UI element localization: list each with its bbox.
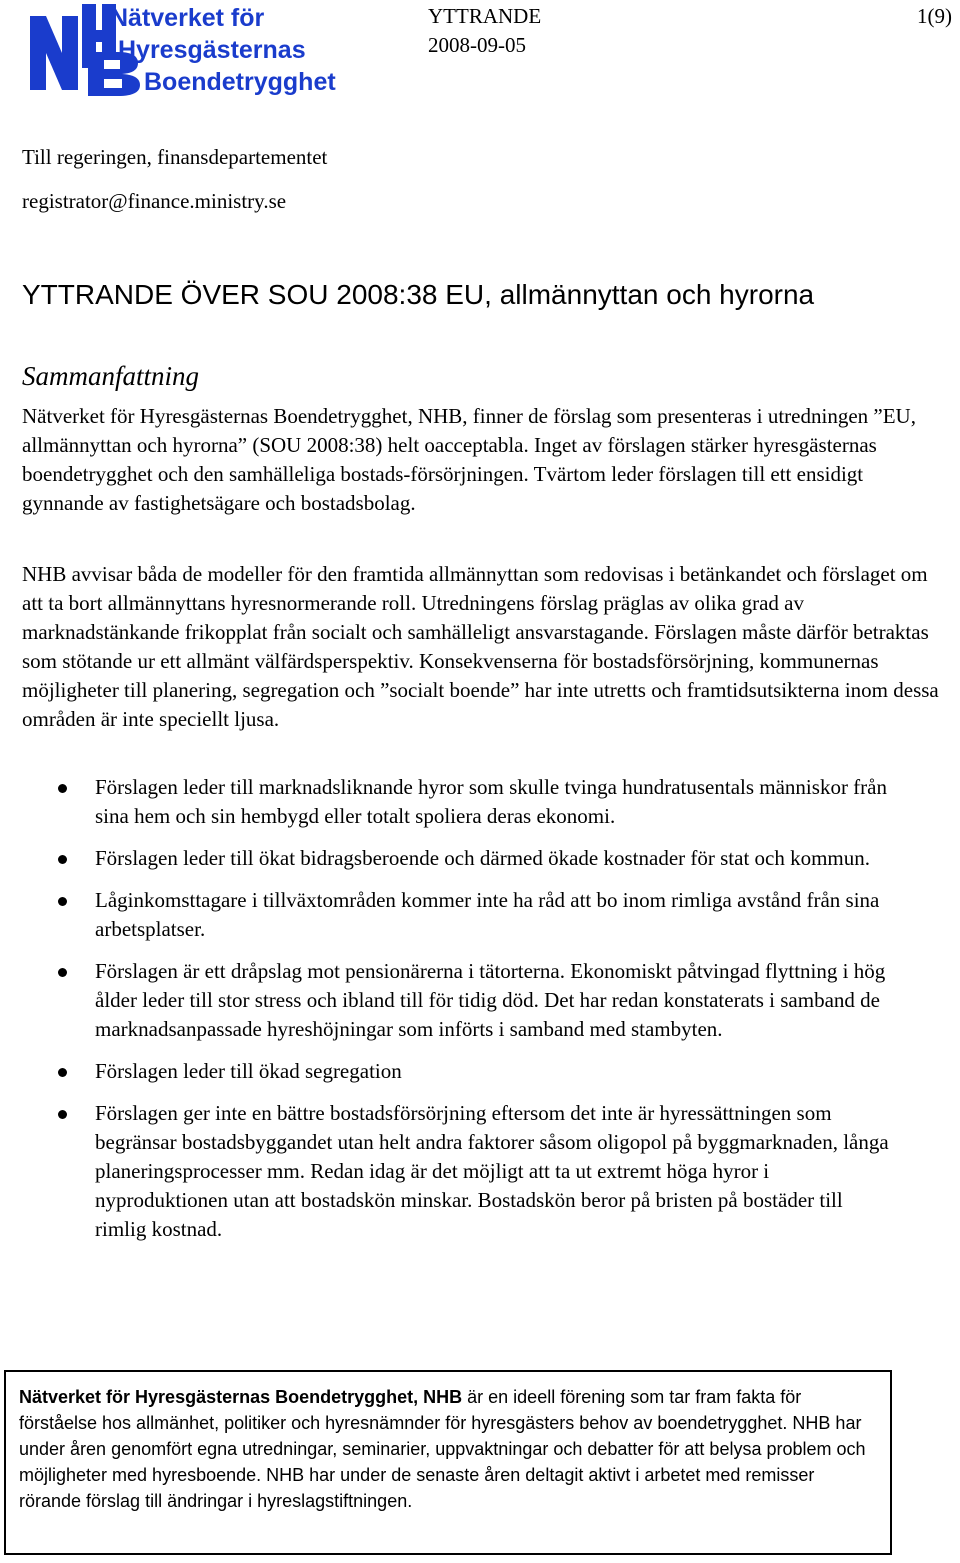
recipient-line-1: Till regeringen, finansdepartementet bbox=[22, 145, 328, 169]
bullet-text: Förslagen leder till ökad segregation bbox=[95, 1059, 402, 1083]
logo-word-2: Hyresgästernas bbox=[118, 36, 306, 64]
bullet-dot-icon bbox=[58, 897, 67, 906]
nhb-logo bbox=[26, 2, 336, 98]
bullet-dot-icon bbox=[58, 855, 67, 864]
header-doc-type: YTTRANDE bbox=[428, 4, 542, 28]
bullet-dot-icon bbox=[58, 968, 67, 977]
bullet-item bbox=[0, 1057, 895, 1086]
header-page-number: 1(9) bbox=[917, 4, 952, 28]
document-title: YTTRANDE ÖVER SOU 2008:38 EU, allmännyttan och hyrorna bbox=[22, 279, 815, 310]
summary-paragraph-2: NHB avvisar båda de modeller för den framtida allmännyttan som redovisas i betänkandet och förslaget om att ta bort allmännyttans hyresnormerande roll. Utredningens förslag präglas av olika grad av marknadstänkande frikopplat från socialt och samhälleligt ansvarstagande. Förslagen måste därför betraktas som stötande ur ett allmänt välfärdsperspektiv. Konsekvenserna för bostadsförsörjning, kommunernas möjligheter till planering, segregation och ”socialt boende” har inte utretts och framtidsutsikterna inom dessa områden är inte speciellt ljusa. bbox=[22, 562, 939, 731]
bullet-item bbox=[0, 957, 895, 1044]
bullet-item bbox=[0, 844, 895, 873]
nhb-logo-graphic bbox=[26, 2, 336, 98]
bullet-text: Låginkomsttagare i tillväxtområden kommer inte ha råd att bo inom rimliga avstånd från sina arbetsplatser. bbox=[95, 888, 880, 941]
bullet-text: Förslagen leder till ökat bidragsberoende och därmed ökade kostnader för stat och kommun. bbox=[95, 846, 871, 870]
bullet-dot-icon bbox=[58, 784, 67, 793]
bullet-text: Förslagen ger inte en bättre bostadsförsörjning eftersom det inte är hyressättningen som begränsar bostadsbyggandet utan helt andra faktorer såsom oligopol på byggmarknaden, långa planeringsprocesser mm. Redan idag är det möjligt att ta ut extremt höga hyror i nyproduktionen utan att bostadskön minskar. Bostadskön beror på bristen på bostäder till rimlig kostnad. bbox=[95, 1101, 889, 1241]
bullet-dot-icon bbox=[58, 1068, 67, 1077]
info-box-org-name: Nätverket för Hyresgästernas Boendetrygghet, NHB bbox=[19, 1387, 463, 1407]
info-box-text: är en ideell förening som tar fram fakta för förståelse hos allmänhet, politiker och hyresnämnder för hyresgästers behov av boendetrygghet. NHB har under åren genomfört egna utredningar, seminarier, uppvaktningar och debatter för att belysa problem och möjligheter med hyresboende. NHB har under de senaste åren deltagit aktivt i arbetet med remisser rörande förslag till ändringar i hyreslagstiftningen. bbox=[19, 1387, 866, 1511]
recipient-email: registrator@finance.ministry.se bbox=[22, 189, 287, 213]
logo-word-3: Boendetrygghet bbox=[144, 68, 336, 96]
bullet-text: Förslagen är ett dråpslag mot pensionärerna i tätorterna. Ekonomiskt påtvingad flyttning i hög ålder leder till stor stress och ibland till för tidig död. Det har redan konstaterats i samband de marknadsanpassade hyreshöjningar som införts i samband med stambyten. bbox=[95, 959, 886, 1041]
header-date: 2008-09-05 bbox=[428, 33, 526, 57]
summary-paragraph-1: Nätverket för Hyresgästernas Boendetrygghet, NHB, finner de förslag som presenteras i utredningen ”EU, allmännyttan och hyrorna” (SOU 2008:38) helt oacceptabla. Inget av förslagen stärker hyresgästernas boendetrygghet och den samhälleliga bostads-försörjningen. Tvärtom leder förslagen till ett ensidigt gynnande av fastighetsägare och bostadsbolag. bbox=[22, 404, 916, 515]
organization-info-box bbox=[4, 1370, 892, 1555]
bullet-item bbox=[0, 773, 895, 831]
bullet-dot-icon bbox=[58, 1110, 67, 1119]
bullet-item bbox=[0, 1099, 895, 1244]
bullet-item bbox=[0, 886, 895, 944]
summary-heading: Sammanfattning bbox=[22, 361, 200, 391]
bullet-text: Förslagen leder till marknadsliknande hyror som skulle tvinga hundratusentals människor från sina hem och sin hembygd eller totalt spoliera deras ekonomi. bbox=[95, 775, 887, 828]
logo-word-1: Nätverket för bbox=[110, 4, 265, 32]
summary-bullet-list bbox=[0, 773, 960, 1257]
